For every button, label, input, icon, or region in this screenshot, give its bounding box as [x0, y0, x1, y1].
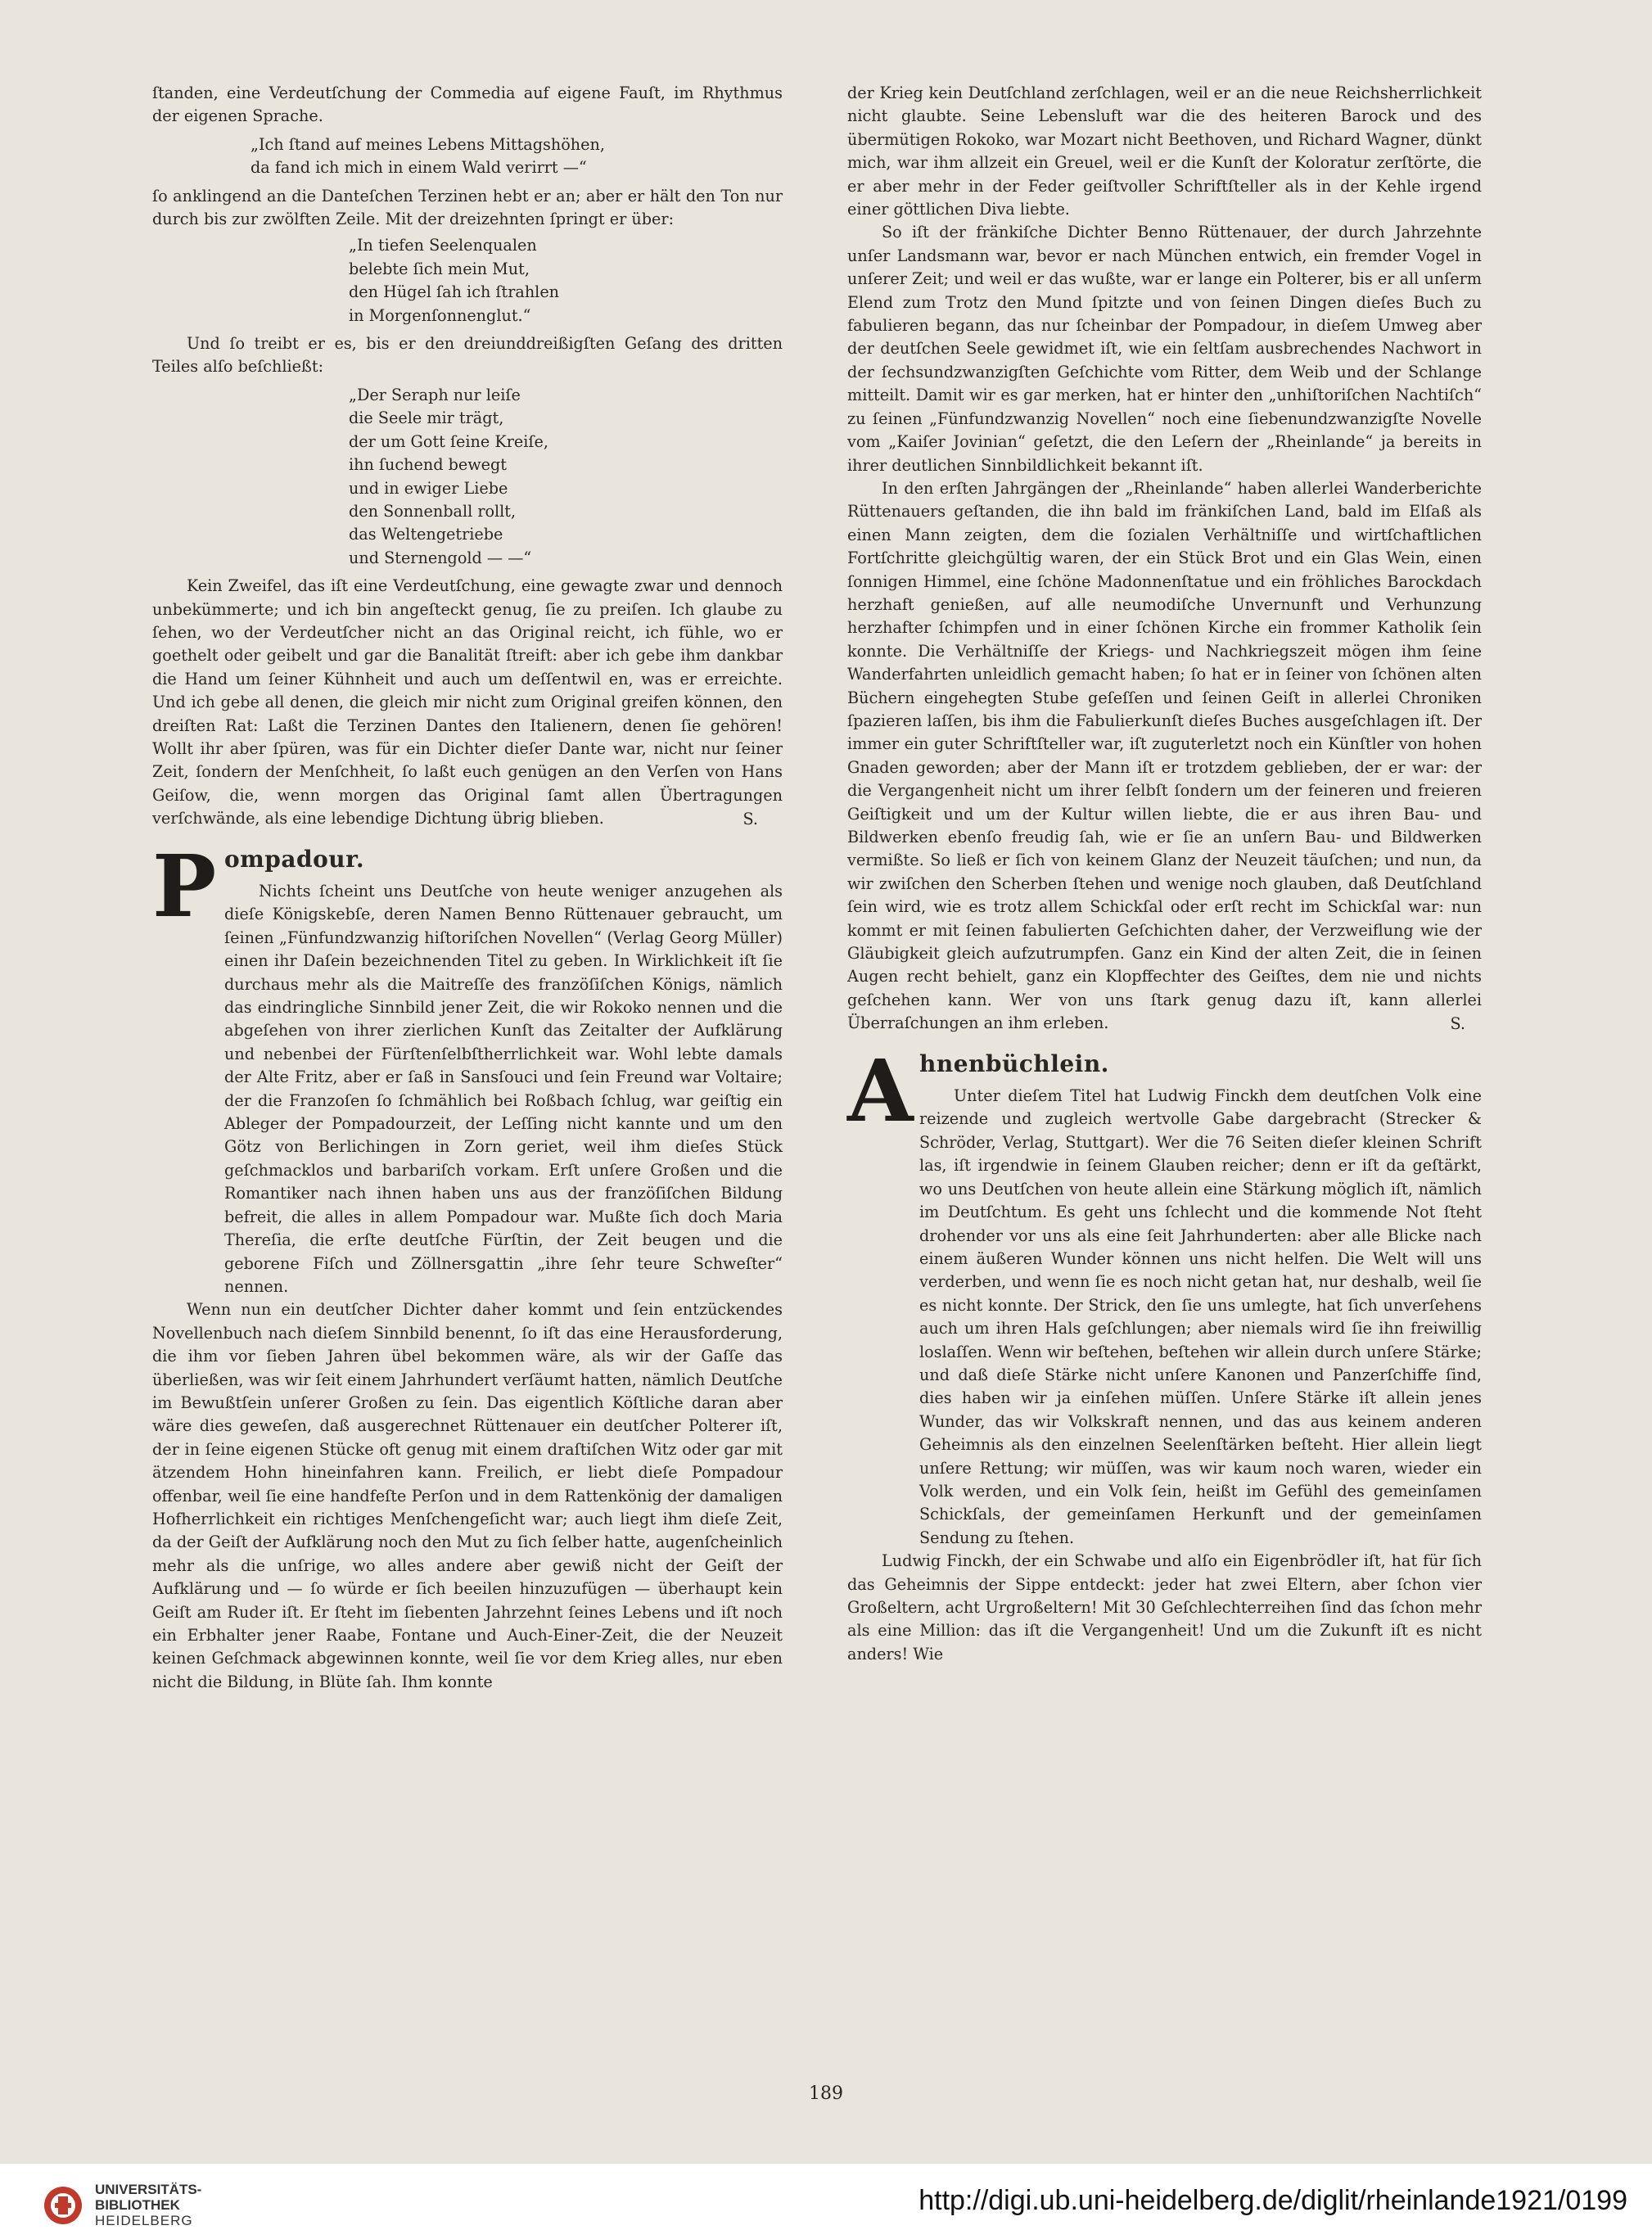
left-paragraph-4: Kein Zweifel, das iſt eine Verdeutſchung, eine gewagte zwar und dennoch unbekümmerte; und ich bin angeſteckt genug, ſie zu preiſen. Ich glaube zu ſehen, wo der Verdeutſcher nicht an das Original reicht, ich fühle, wo er goethelt oder geibelt und gar die Banalität ſtreift: aber ich gebe ihm dankbar die Hand um ſeiner Kühnheit und auch um deſſentwil en, was er erreichte. Und ich gebe all denen, die gleich mir nicht zum Original greifen können, den dreiſten Rat: Laßt die Terzinen Dantes den Italienern, denen ſie gehören! Wollt ihr aber ſpüren, was für ein Dichter dieſer Dante war, nicht nur ſeiner Zeit, ſondern der Menſchheit, ſo laßt euch genügen an den Verſen von Hans Geiſow, die, wenn morgen das Original ſamt allen Übertragungen verſchwände, als eine lebendige Dichtung übrig blieben. [152, 576, 783, 828]
ahnen-paragraph-2: Ludwig Finckh, der ein Schwabe und alſo ein Eigenbrödler iſt, hat für ſich das Geheimnis der Sippe entdeckt: jeder hat zwei Eltern, aber ſchon vier Großeltern, acht Urgroßeltern! Mit 30 Geſchlechterreihen ſind das ſchon mehr als eine Million: das iſt die Vergangenheit! Und um die Zukunft iſt es nicht anders! Wie [847, 1551, 1482, 1663]
section-pompadour [152, 836, 783, 1298]
verse-quote-1: „Ich ſtand auf meines Lebens Mittagshöhen, da fand ich mich in einem Wald verirrt —“ [251, 134, 605, 178]
source-url-link[interactable]: http://digi.ub.uni-heidelberg.de/diglit/rheinlande1921/0199 [919, 2185, 1627, 2216]
section-title-pompadour: ompadour. [224, 846, 365, 873]
library-name-line-3: HEIDELBERG [95, 2213, 193, 2228]
left-paragraph-2: ſo anklingend an die Danteſchen Terzinen hebt er an; aber er hält den Ton nur durch bis zur zwölften Zeile. Mit der dreizehnten ſpringt er über: [152, 186, 783, 229]
library-name [95, 2182, 201, 2228]
pompadour-paragraph-2: Wenn nun ein deutſcher Dichter daher kommt und ſein entzückendes Novellenbuch nach dieſem Sinnbild benennt, ſo iſt das eine Herausforderung, die ihm vor ſieben Jahren übel bekommen wäre, als wir der Gaſſe das überließen, was wir ſeit einem Jahrhundert verſäumt hatten, nämlich Deutſche im Bewußtſein unſerer Großen zu ſein. Das eigentlich Köſtliche daran aber wäre dies geweſen, daß ausgerechnet Rüttenauer ein deutſcher Polterer iſt, der in ſeine eigenen Stücke oft genug mit einem draſtiſchen Witz oder gar mit ätzendem Hohn hineinfahren kann. Freilich, er liebt dieſe Pompadour offenbar, weil ſie eine handfeſte Perſon und in dem Rattenkönig der damaligen Hofherrlichkeit ein richtiges Menſchengeſicht war; auch liegt ihm dieſe Zeit, da der Geiſt der Aufklärung noch den Mut zu ſich ſelber hatte, augenſcheinlich mehr als die unſrige, wo alles andere aber gewiß nicht der Geiſt der Aufklärung und — ſo würde er ſich beeilen hinzuzufügen — überhaupt kein Geiſt am Ruder iſt. Er ſteht im ſiebenten Jahrzehnt ſeines Lebens und iſt noch ein Erbhalter jener Raabe, Fontane und Auch-Einer-Zeit, die der Neuzeit keinen Geſchmack abgewinnen konnte, weil ſie vor dem Krieg alles, nur eben nicht die Bildung, in Blüte ſah. Ihm konnte [152, 1300, 783, 1691]
signature-s-1: S. [742, 809, 758, 828]
footer-bar [0, 2164, 1652, 2239]
signature-s-2: S. [1450, 1013, 1465, 1033]
library-name-line-2: BIBLIOTHEK [95, 2197, 180, 2213]
verse-quote-2: „In tiefen Seelenqualen belebte ſich mein Mut, den Hügel ſah ich ſtrahlen in Morgenſonnenglut.“ [349, 236, 560, 325]
university-library-logo-icon [43, 2185, 84, 2226]
verse-quote-3: „Der Seraph nur leiſe die Seele mir trägt, der um Gott ſeine Kreiſe, ihn ſuchend bewegt und in ewiger Liebe den Sonnenball rollt, das Weltengetriebe und Sternengold — —“ [349, 385, 548, 567]
ahnen-body [919, 1050, 1482, 1550]
section-ahnenbuechlein [847, 1041, 1482, 1550]
library-name-line-1: UNIVERSITÄTS- [95, 2182, 202, 2197]
right-column [847, 82, 1482, 1666]
left-intro-paragraph: ſtanden, eine Verdeutſchung der Commedia auf eigene Fauſt, im Rhythmus der eigenen Sprache. [152, 84, 783, 126]
dropcap-p: P [152, 836, 217, 937]
pompadour-body [224, 846, 783, 1298]
pompadour-paragraph-1: Nichts ſcheint uns Deutſche von heute weniger anzugehen als dieſe Königskebſe, deren Namen Benno Rüttenauer gebraucht, um ſeinen „Fünfundzwanzig hiſtoriſchen Novellen“ (Verlag Georg Müller) einen ihr Daſein bezeichnenden Titel zu geben. In Wirklichkeit iſt ſie durchaus mehr als die Maitreſſe des franzöſiſchen Königs, nämlich das eindringliche Sinnbild jener Zeit, die wir Rokoko nennen und die abgeſehen von ihrer zierlichen Kunſt das Zeitalter der Aufklärung und nebenbei der Fürſtenſelbſtherrlichkeit war. Wohl lebte damals der Alte Fritz, aber er ſaß in Sansſouci und ſein Freund war Voltaire; der die Franzoſen ſo ſchmählich bei Roßbach ſchlug, war geiſtig ein Ableger der Pompadourzeit, der Leſſing nicht kannte und um den Götz von Berlichingen in Zorn geriet, weil ihm dieſes Stück geſchmacklos und barbariſch vorkam. Erſt unſere Großen und die Romantiker nach ihnen haben uns aus der franzöſiſchen Bildung befreit, die alles in allem Pompadour war. Mußte ſich doch Maria Thereſia, die erſte deutſche Fürſtin, der Zeit beugen und die geborene Fiſch und Zöllnersgattin „ihre ſehr teure Schweſter“ nennen. [224, 882, 783, 1296]
section-title-ahnenbuechlein: hnenbüchlein. [919, 1050, 1109, 1078]
right-paragraph-1: der Krieg kein Deutſchland zerſchlagen, weil er an die neue Reichsherrlichkeit nicht glaubte. Seine Lebensluft war die des heiteren Barock und des übermütigen Rokoko, war Mozart nicht Beethoven, und Richard Wagner, dünkt mich, war ihm allzeit ein Greuel, weil er die Kunſt der Koloratur zerſtörte, die er aber mehr in der Feder geiſtvoller Schriftſteller als in der Kehle irgend einer göttlichen Diva liebte. [847, 84, 1482, 219]
left-column [152, 82, 783, 1694]
right-paragraph-2: So iſt der fränkiſche Dichter Benno Rüttenauer, der durch Jahrzehnte unſer Landsmann war, bevor er nach München entwich, ein fremder Vogel in unſerer Zeit; und weil er das wußte, war er lange ein Polterer, bis er all unſerm Elend zum Trotz den Mund ſpitzte und von ſeinen Dingen dieſes Buch zu fabulieren begann, das nur ſcheinbar der Pompadour, in dieſem Umweg aber der deutſchen Seele gewidmet iſt, wie ein ſeltſam ausbrechendes Nachwort in der ſechsundzwanzigſten Geſchichte vom Ritter, dem Weib und der Schlange mitteilt. Damit wir es gar merken, hat er hinter den „unhiſtoriſchen Nachtiſch“ zu ſeinen „Fünfundzwanzig Novellen“ noch eine ſiebenundzwanzigſte Novelle vom „Kaiſer Jovinian“ geſetzt, die den Leſern der „Rheinlande“ ja bereits in ihrer deutlichen Sinnbildlichkeit bekannt iſt. [847, 223, 1482, 475]
left-paragraph-3: Und ſo treibt er es, bis er den dreiunddreißigſten Geſang des dritten Teiles alſo beſchließt: [152, 334, 783, 377]
dropcap-a: A [847, 1041, 914, 1142]
page-number: 189 [809, 2083, 843, 2104]
right-paragraph-3: In den erſten Jahrgängen der „Rheinlande“ haben allerlei Wanderberichte Rüttenauers geſtanden, die ihn bald im fränkiſchen Land, bald im Elſaß als einen Mann zeigten, dem die ſozialen Verhältniſſe und wirtſchaftlichen Fortſchritte gleichgültig waren, der ein Stück Brot und ein Glas Wein, einen ſonnigen Himmel, eine ſchöne Madonnenſtatue und ein fröhliches Barockdach herzhaft genießen, auf alle neumodiſche Unvernunft und Verhunzung herzhafter ſchimpfen und in einer ſchönen Kirche ein frommer Katholik ſein konnte. Die Verhältniſſe der Kriegs- und Nachkriegszeit mögen ihm ſeine Wanderfahrten unleidlich gemacht haben; ſo hat er in ſeiner von ſchönen alten Büchern eingehegten Stube geſeſſen und ſeinen Geiſt in allerlei Chroniken ſpazieren laſſen, bis ihm die Fabulierkunſt dieſes Buches ausgeſchlagen iſt. Der immer ein guter Schriftſteller war, iſt zuguterletzt noch ein Künſtler von hohen Gnaden geworden; aber der Mann iſt er trotzdem geblieben, der er war: der die Vergangenheit nicht um ihrer ſelbſt ſondern um der feineren und freieren Geiſtigkeit und um der Kultur willen liebte, die er aus ihren Bau- und Bildwerken ebenſo freudig ſah, wie er ſie an unſern Bau- und Bildwerken vermißte. So ließ er ſich von keinem Glanz der Neuzeit täuſchen; und nun, da wir zwiſchen den Scherben ſtehen und wenige noch glauben, daß Deutſchland ſein wird, wie es trotz allem Schickſal oder erſt recht im Schickſal war: nun kommt er mit ſeinen fabulierten Geſchichten daher, der Verzweiflung wie der Gläubigkeit gleich aufzutrumpfen. Ganz ein Kind der alten Zeit, die in ſeinen Augen recht behielt, ganz ein Klopffechter des Geiſtes, dem nie und nichts geſchehen kann. Wer von uns ſtark genug dazu iſt, kann allerlei Überraſchungen an ihm erleben. [847, 478, 1482, 1033]
ahnen-paragraph-1: Unter dieſem Titel hat Ludwig Finckh dem deutſchen Volk eine reizende und zugleich wertvolle Gabe dargebracht (Strecker & Schröder, Verlag, Stuttgart). Wer die 76 Seiten dieſer kleinen Schrift las, iſt irgendwie in ſeinem Glauben reicher; denn er iſt da geſtärkt, wo uns Deutſchen von heute allein eine Stärkung möglich iſt, nämlich im Deutſchtum. Es geht uns ſchlecht und die kommende Not ſteht drohender vor uns als eine ſeit Jahrhunderten: aber alle Blicke nach einem äußeren Wunder können uns nicht helfen. Die Welt will uns verderben, und wenn ſie es noch nicht getan hat, nur deshalb, weil ſie es nicht konnte. Der Strick, den ſie uns umlegte, hat ſich unverſehens auch um ihren Hals geſchlungen; aber niemals wird ſie ihn freiwillig loslaſſen. Wenn wir beſtehen, beſtehen wir allein durch unſere Stärke; und daß dieſe Stärke nicht unſere Kanonen und Panzerſchiffe ſind, dies haben wir ja einſehen müſſen. Unſere Stärke iſt allein jenes Wunder, das wir Volkskraft nennen, und das aus keinem anderen Geheimnis als den einzelnen Seelenſtärken beſteht. Hier allein liegt unſere Rettung; wir müſſen, was wir kaum noch waren, wieder ein Volk werden, und ein Volk ſein, heißt im Gefühl des gemeinſamen Schickſals, der gemeinſamen Herkunft und der gemeinſamen Sendung zu ſtehen. [919, 1086, 1482, 1547]
